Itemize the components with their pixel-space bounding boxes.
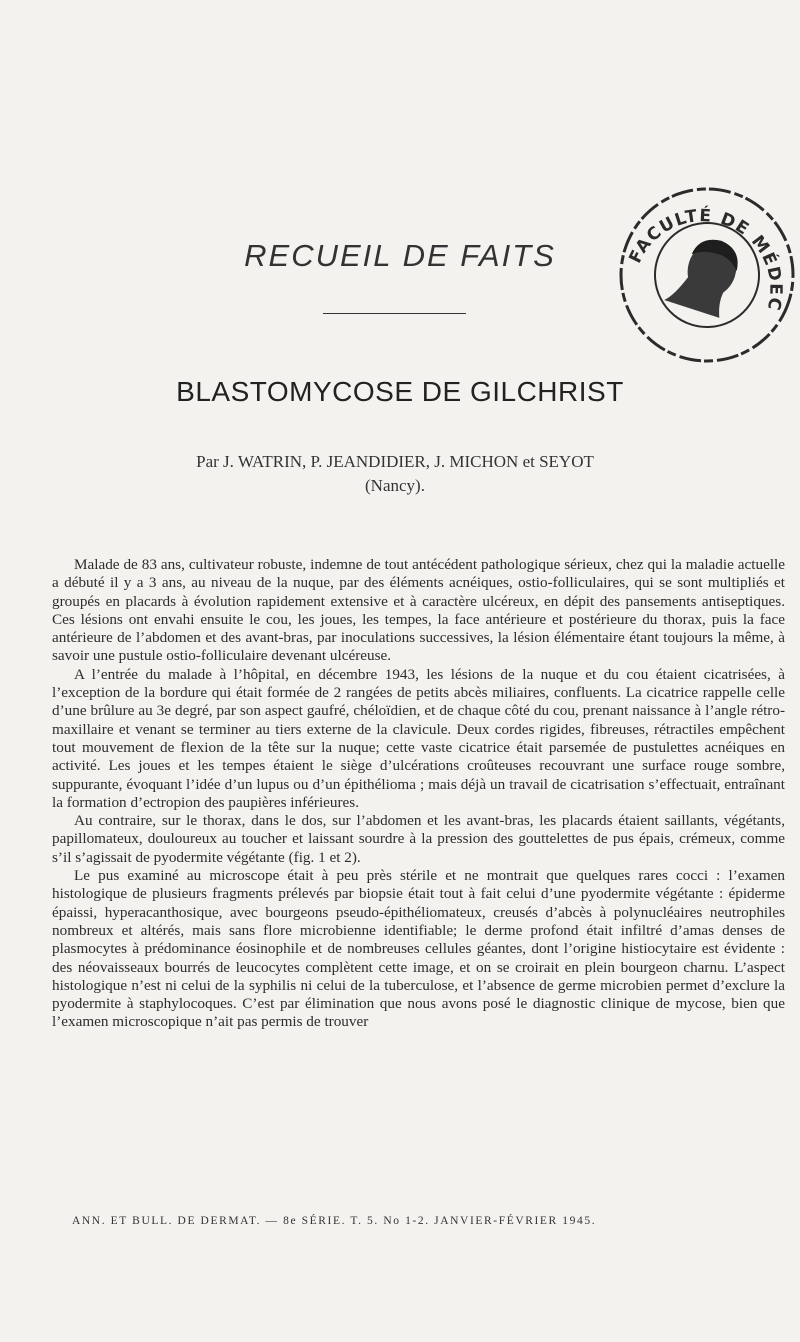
- article-title: BLASTOMYCOSE DE GILCHRIST: [176, 376, 624, 407]
- article-body: [52, 556, 785, 1032]
- paragraph: Le pus examiné au microscope était à peu près stérile et ne montrait que quelques rares cocci : l’examen histologique de plusieurs fragments prélevés par biopsie était tout à fait celui d’une pyodermite végétante : épiderme épaissi, hyperacanthosique, avec bourgeons pseudo-épithéliomateux, creusés d’abcès à polynucléaires neutrophiles nombreux et altérés, mais sans flore microbienne identifiable; le derme profond était infiltré d’amas denses de plasmocytes à prédominance éosinophile et de nombreuses cellules géantes, dont l’origine histiocytaire est évidente : des néovaisseaux bourrés de leucocytes complètent cette image, et on se croirait en plein bourgeon charnu. L’aspect histologique n’est ni celui de la syphilis ni celui de la tuberculose, et l’absence de germe microbien permet d’exclure la pyodermite à staphylocoques. C’est par élimination que nous avons posé le diagnostic clinique de mycose, bien que l’examen microscopique n’ait pas permis de trouver: [52, 867, 785, 1031]
- author-block: [0, 450, 790, 498]
- section-title: RECUEIL DE FAITS: [244, 238, 556, 273]
- paragraph: Au contraire, sur le thorax, dans le dos, sur l’abdomen et les avant-bras, les placards étaient saillants, végétants, papillomateux, douloureux au toucher et laissant sourdre à la pression des gouttelettes de pus épais, crémeux, comme s’il s’agissait de pyodermite végétante (fig. 1 et 2).: [52, 812, 785, 866]
- stamp-portrait-icon: [664, 230, 744, 319]
- stamp-text: FACULTÉ DE MÉDECINE: [625, 206, 786, 314]
- author-affiliation: (Nancy).: [365, 476, 425, 495]
- library-stamp: [612, 180, 800, 370]
- title-rule: [323, 313, 466, 314]
- journal-footer: ANN. ET BULL. DE DERMAT. — 8e SÉRIE. T. 5. No 1-2. JANVIER-FÉVRIER 1945.: [72, 1215, 597, 1227]
- paragraph: Malade de 83 ans, cultivateur robuste, indemne de tout antécédent pathologique sérieux, chez qui la maladie actuelle a débuté il y a 3 ans, au niveau de la nuque, par des éléments acnéiques, ostio-folliculaires, qui se sont multipliés et groupés en placards à évolution rapidement extensive et à caractère ulcéreux, en dépit des pansements antiseptiques. Ces lésions ont envahi ensuite le cou, les joues, les tempes, la face antérieure et postérieure du thorax, puis la face antérieure de l’abdomen et des avant-bras, par inoculations successives, la lésion élémentaire étant toujours la même, à savoir une pustule ostio-folliculaire devenant ulcéreuse.: [52, 556, 785, 665]
- author-names: Par J. WATRIN, P. JEANDIDIER, J. MICHON et SEYOT: [196, 452, 594, 471]
- paragraph: A l’entrée du malade à l’hôpital, en décembre 1943, les lésions de la nuque et du cou étaient cicatrisées, à l’exception de la bordure qui était formée de 2 rangées de petits abcès miliaires, confluents. La cicatrice rappelle celle d’une brûlure au 3e degré, par son aspect gaufré, chéloïdien, et de chaque côté du cou, prenant naissance à l’angle rétro-maxillaire et venant se terminer au tiers externe de la clavicule. Deux cordes rigides, fibreuses, rétractiles empêchent tout mouvement de flexion de la tête sur la nuque; cette vaste cicatrice était parsemée de pustulettes acnéiques en activité. Les joues et les tempes étaient le siège d’ulcérations croûteuses recouvrant une surface rouge sombre, suppurante, évoquant l’idée d’un lupus ou d’un épithélioma ; mais déjà un travail de cicatrisation s’effectuait, entraînant la formation d’ectropion des paupières inférieures.: [52, 665, 785, 811]
